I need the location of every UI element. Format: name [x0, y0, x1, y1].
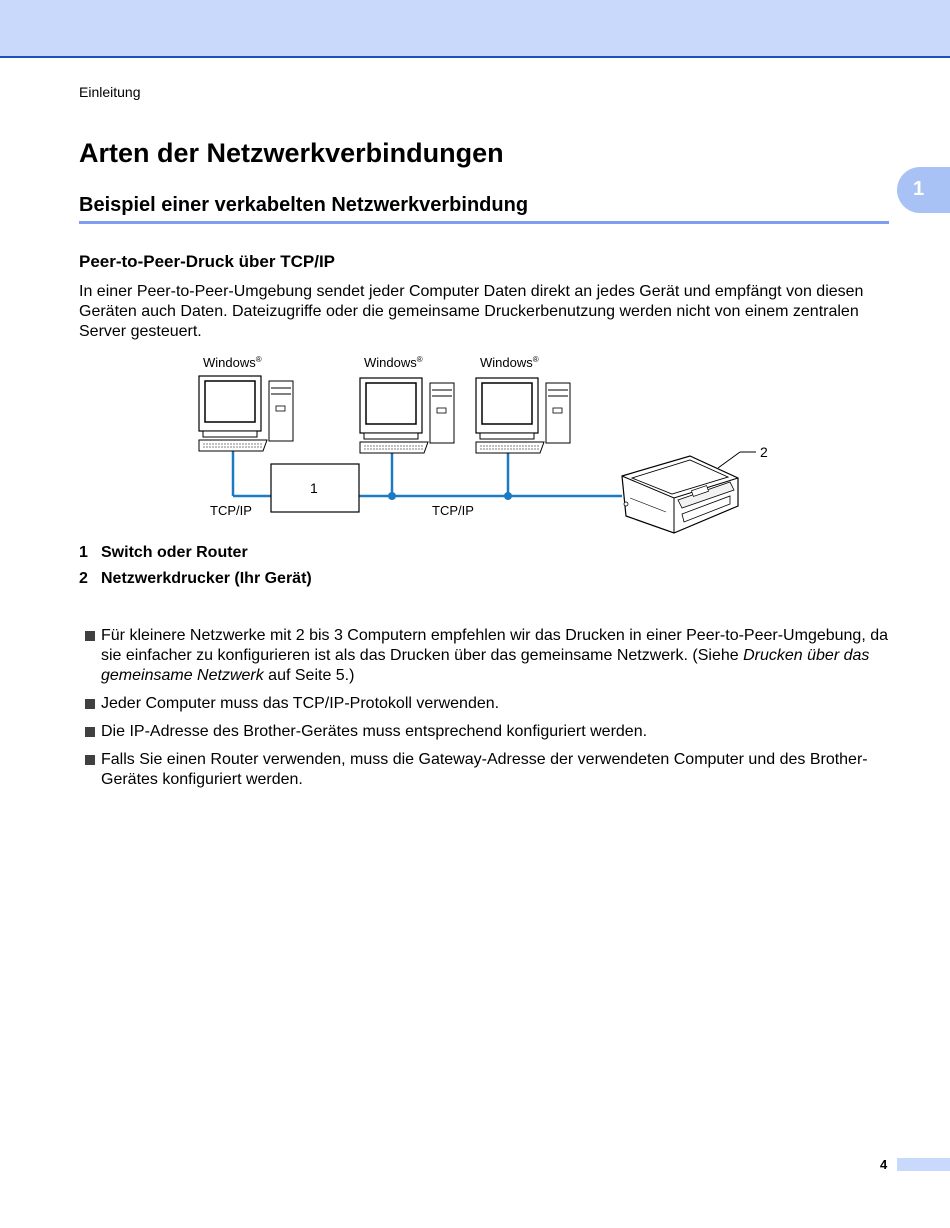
computer-icon: [360, 378, 454, 453]
bullet-item: [85, 722, 895, 742]
bullet-text: Jeder Computer muss das TCP/IP-Protokoll verwenden.: [101, 695, 500, 712]
printer-callout: 2: [760, 444, 768, 460]
bullet-item: [85, 750, 895, 790]
protocol-label: TCP/IP: [432, 503, 474, 518]
switch-callout: 1: [310, 480, 318, 496]
bullet-text: Falls Sie einen Router verwenden, muss die Gateway-Adresse der verwendeten Computer und des Brother-Gerätes konfiguriert werden.: [101, 751, 868, 788]
bullet-item: [85, 694, 895, 714]
bullet-text: Die IP-Adresse des Brother-Gerätes muss entsprechend konfiguriert werden.: [101, 723, 648, 740]
page-title: Arten der Netzwerkverbindungen: [79, 138, 504, 168]
bullet-text: Für kleinere Netzwerke mit 2 bis 3 Computern empfehlen wir das Drucken in einer Peer-to-Peer-Umgebung, da sie einfacher zu konfigurieren ist als das Drucken über das gemeinsame Netzwerk. (Siehe: [101, 627, 889, 664]
computer-label: Windows®: [480, 355, 539, 370]
footer-bar: [897, 1158, 950, 1171]
diagram-legend: [79, 543, 312, 595]
legend-text: Netzwerkdrucker (Ihr Gerät): [101, 570, 312, 587]
computer-icon: [476, 378, 570, 453]
computer-label: Windows®: [364, 355, 423, 370]
cross-reference-link[interactable]: Drucken über das gemeinsame Netzwerk: [101, 647, 870, 684]
computer-label: Windows®: [203, 355, 262, 370]
subsection-heading: Peer-to-Peer-Druck über TCP/IP: [79, 252, 336, 271]
computer-icon: [199, 376, 293, 451]
bullet-square-icon: [85, 727, 95, 737]
chapter-tab: [897, 167, 950, 213]
printer-callout-line: [718, 452, 740, 468]
bullet-square-icon: [85, 755, 95, 765]
legend-item: [79, 569, 312, 595]
running-head: Einleitung: [79, 84, 141, 100]
legend-item: [79, 543, 312, 569]
page-number: 4: [880, 1157, 888, 1172]
legend-number: 1: [79, 544, 88, 561]
section-heading: Beispiel einer verkabelten Netzwerkverbindung: [79, 194, 889, 224]
legend-number: 2: [79, 570, 88, 587]
bullet-list: [85, 626, 895, 798]
bullet-item: [85, 626, 895, 686]
network-diagram: [190, 348, 790, 538]
bullet-square-icon: [85, 699, 95, 709]
protocol-label: TCP/IP: [210, 503, 252, 518]
junction-dot: [388, 492, 396, 500]
header-band: [0, 0, 950, 58]
bullet-text: auf Seite 5.): [263, 667, 355, 684]
intro-paragraph: In einer Peer-to-Peer-Umgebung sendet jeder Computer Daten direkt an jedes Gerät und empfängt von diesen Geräten auch Daten. Dateizugriffe oder die gemeinsame Druckerbenutzung werden nicht von einem zentralen Server gesteuert.: [79, 283, 864, 340]
printer-icon: [622, 456, 738, 533]
network-diagram-svg: [190, 348, 790, 538]
bullet-square-icon: [85, 631, 95, 641]
legend-text: Switch oder Router: [101, 544, 248, 561]
junction-dot: [504, 492, 512, 500]
chapter-number: 1: [913, 178, 925, 200]
